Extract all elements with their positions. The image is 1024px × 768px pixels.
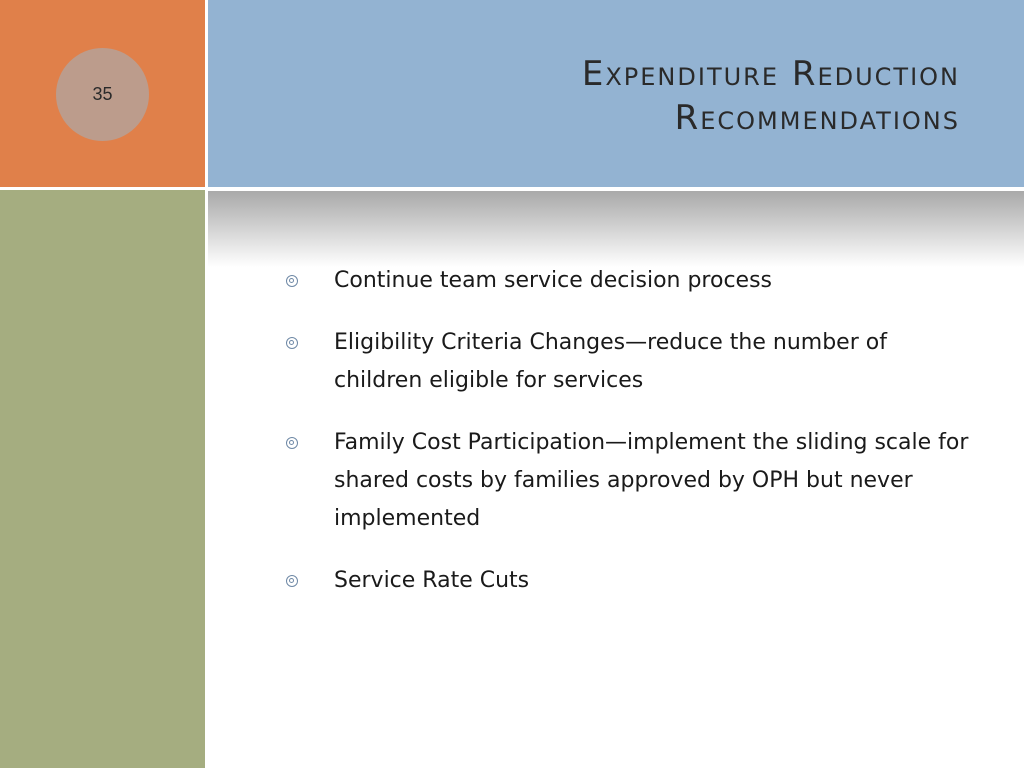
slide-title: [582, 52, 960, 140]
bullet-item: [282, 424, 972, 538]
corner-block: [0, 0, 205, 187]
slide-number: 35: [92, 84, 113, 104]
bullet-text: Family Cost Participation—implement the sliding scale for shared costs by families approved by OPH but never implemented: [334, 430, 969, 531]
concentric-circle-icon: [286, 275, 298, 287]
slide-title-line-1: Expenditure Reduction: [581, 54, 960, 94]
bullet-text: Eligibility Criteria Changes—reduce the number of children eligible for services: [334, 330, 887, 393]
slide-number-badge: [56, 48, 149, 141]
bullet-text: Continue team service decision process: [334, 268, 773, 293]
slide-title-line-2: Recommendations: [674, 98, 960, 138]
bullet-item: [282, 324, 972, 400]
left-sidebar: [0, 187, 205, 768]
bullet-list: [282, 262, 972, 624]
bullet-item: [282, 562, 972, 600]
concentric-circle-icon: [286, 575, 298, 587]
bullet-item: [282, 262, 972, 300]
title-banner: [205, 0, 1024, 187]
concentric-circle-icon: [286, 437, 298, 449]
shadow-gradient: [208, 191, 1024, 267]
bullet-text: Service Rate Cuts: [334, 568, 530, 593]
concentric-circle-icon: [286, 337, 298, 349]
